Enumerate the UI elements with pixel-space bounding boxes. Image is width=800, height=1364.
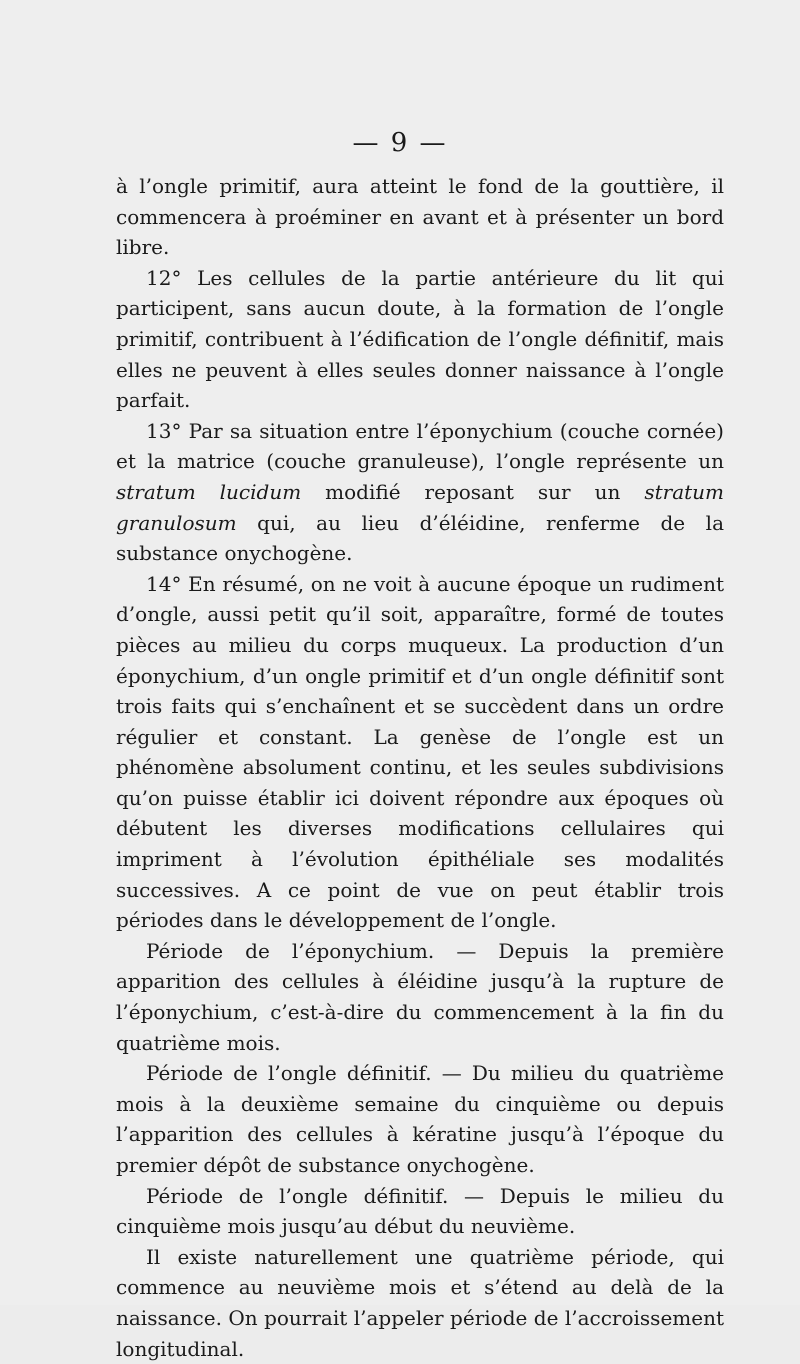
paragraph-fourth-period: Il existe naturellement une quatrième période, qui commence au neuvième mois et s’étend au delà de la naissance. On pourrait l’appeler période de l’accroissement longitudinal. bbox=[116, 1244, 724, 1361]
page-number: — 9 — bbox=[352, 128, 448, 158]
paragraph-continuation: à l’ongle primitif, aura atteint le fond de la gouttière, il commencera à proéminer en avant et à présenter un bord libre. bbox=[116, 174, 724, 260]
body-text bbox=[116, 171, 724, 1364]
term-stratum-granulosum: stratum granulosum bbox=[116, 479, 724, 535]
paragraph-point-14: 14° En résumé, on ne voit à aucune époque un rudiment d’ongle, aussi petit qu’il soit, apparaître, formé de toutes pièces au milieu du corps muqueux. La production d’un éponychium, d’un ongle primitif et d’un ongle définitif sont trois faits qui s’enchaînent et se succèdent dans un ordre régulier et constant. La genèse de l’ongle est un phénomène absolument continu, et les seules subdivisions qu’on puisse établir ici doivent répondre aux époques où débutent les diverses modifications cellulaires qui impriment à l’évolution épithéliale ses modalités successives. A ce point de vue on peut établir trois périodes dans le développement de l’ongle. bbox=[116, 571, 724, 933]
point-13-text-part-1: 13° Par sa situation entre l’éponychium (couche cornée) et la matrice (couche granuleuse), l’ongle représente un bbox=[116, 418, 724, 474]
term-stratum-lucidum: stratum lucidum bbox=[116, 479, 302, 504]
point-13-text-part-2: modifié reposant sur un bbox=[301, 479, 645, 504]
paragraph-point-13 bbox=[116, 416, 724, 569]
paragraph-point-12: 12° Les cellules de la partie antérieure du lit qui participent, sans aucun doute, à la formation de l’ongle primitif, contribuent à l’édification de l’ongle définitif, mais elles ne peuvent à elles seules donner naissance à l’ongle parfait. bbox=[116, 265, 724, 413]
point-13-text-part-3: qui, au lieu d’éléidine, renferme de la substance onychogène. bbox=[116, 510, 724, 566]
paragraph-period-ongle-definitif-1: Période de l’ongle définitif. — Du milieu du quatrième mois à la deuxième semaine du cinquième ou depuis l’apparition des cellules à kératine jusqu’à l’époque du premier dépôt de substance onychogène. bbox=[116, 1061, 724, 1177]
paragraph-period-ongle-definitif-2: Période de l’ongle définitif. — Depuis le milieu du cinquième mois jusqu’au début du neuvième. bbox=[116, 1183, 724, 1239]
paragraph-period-eponychium: Période de l’éponychium. — Depuis la première apparition des cellules à éléidine jusqu’à la rupture de l’éponychium, c’est-à-dire du commencement à la fin du quatrième mois. bbox=[116, 938, 724, 1055]
